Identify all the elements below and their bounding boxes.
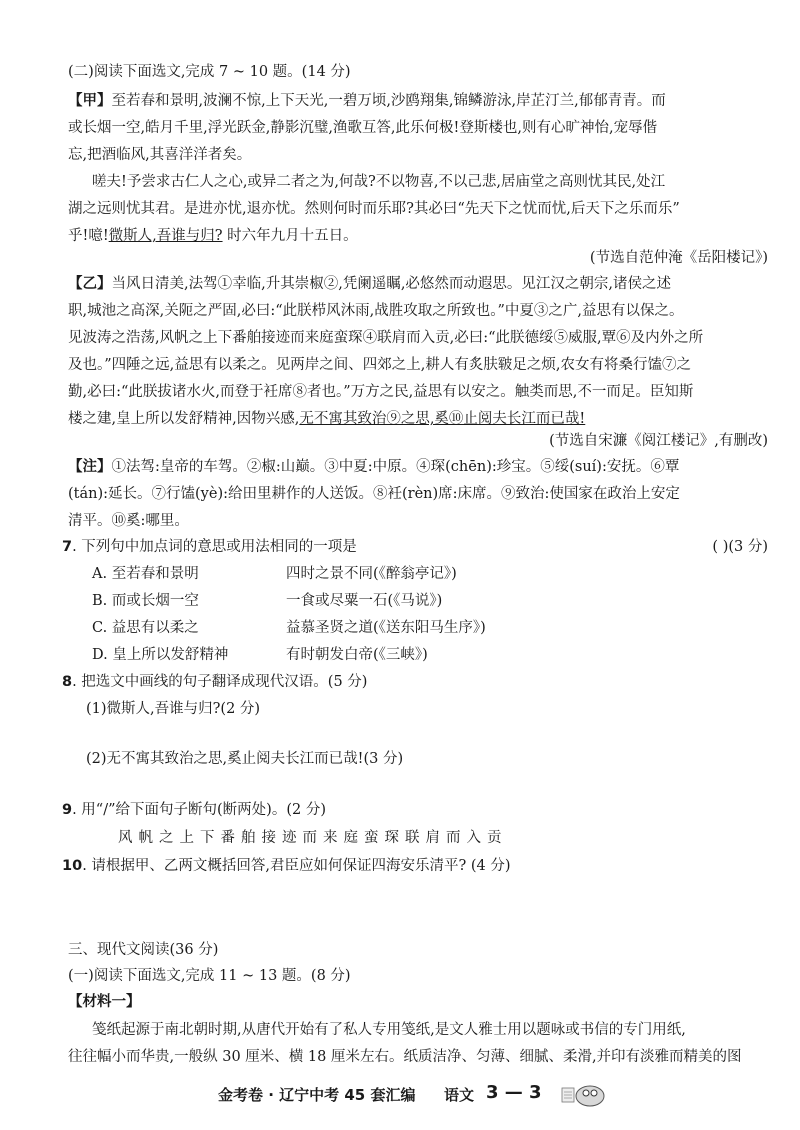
jia-paragraph1-line3: 忘,把酒临风,其喜洋洋者矣。 [68, 147, 252, 163]
question-7 [62, 537, 762, 557]
q9-sentence: 风帆之上下番舶接迹而来庭蛮琛联肩而入贡 [118, 830, 508, 846]
q7-option-c-left: C. 益思有以柔之 [92, 620, 199, 636]
yi-line4: 及也。”四陲之远,益思有以柔之。见两岸之间、四郊之上,耕人有炙肤皲足之烦,农女有将桑行馌⑦之 [68, 357, 691, 373]
section2-header: (二)阅读下面选文,完成 7 ~ 10 题。(14 分) [68, 64, 351, 80]
yi-line6 [68, 409, 768, 429]
footer-title: 金考卷 · 辽宁中考 45 套汇编 [218, 1086, 416, 1104]
jia-paragraph2-line1: 嗟夫!予尝求古仁人之心,或异二者之为,何哉?不以物喜,不以己悲,居庙堂之高则忧其民,处江 [92, 174, 666, 190]
jia-source: (节选自范仲淹《岳阳楼记》) [589, 250, 768, 266]
material1-tag-text: 【材料一】 [68, 994, 141, 1010]
yi-source: (节选自宋濂《阅江楼记》,有删改) [549, 433, 768, 449]
q8-text: . 把选文中画线的句子翻译成现代汉语。(5 分) [72, 674, 368, 690]
material1-line1: 笺纸起源于南北朝时期,从唐代开始有了私人专用笺纸,是文人雅士用以题咏或书信的专门用纸, [92, 1022, 686, 1038]
jia-tag: 【甲】 [68, 93, 112, 109]
jia-paragraph1-line2: 或长烟一空,皓月千里,浮光跃金,静影沉璧,渔歌互答,此乐何极!登斯楼也,则有心旷神怡,宠辱偕 [68, 120, 658, 136]
q7-answer-blank[interactable]: ( )(3 分) [712, 539, 768, 555]
q10-number: 10 [62, 858, 83, 874]
q7-option-a-left: A. 至若春和景明 [92, 566, 199, 582]
yi-line1 [68, 274, 768, 294]
section3-header: 三、现代文阅读(36 分) [68, 942, 219, 958]
page-footer [0, 1080, 800, 1108]
q9-number: 9 [62, 802, 73, 818]
notes-l1-text: ①法驾:皇帝的车驾。②椒:山巅。③中夏:中原。④琛(chēn):珍宝。⑤绥(suí):安抚。⑥覃 [111, 459, 680, 475]
notes-line1 [68, 457, 768, 477]
question-8 [62, 672, 762, 692]
q10-text: . 请根据甲、乙两文概括回答,君臣应如何保证四海安乐清平? (4 分) [82, 858, 511, 874]
q7-option-d-right: 有时朝发白帝(《三峡》) [286, 647, 428, 663]
yi-tag: 【乙】 [68, 276, 112, 292]
q7-option-c-right: 益慕圣贤之道(《送东阳马生序》) [286, 620, 486, 636]
q7-number: 7 [62, 539, 73, 555]
q8-number: 8 [62, 674, 73, 690]
q7-text: . 下列句中加点词的意思或用法相同的一项是 [72, 539, 357, 555]
yi-line2: 职,城池之高深,关阨之严固,必曰:“此朕栉风沐雨,战胜攻取之所致也。”中夏③之广,益思有以保之。 [68, 303, 684, 319]
footer-page-number: 3 — 3 [486, 1082, 542, 1103]
jia-p2-l3-a: 乎!噫! [68, 228, 109, 244]
material1-tag [68, 992, 768, 1012]
question-10 [62, 856, 762, 876]
yi-underlined-sentence: 无不寓其致治⑨之思,奚⑩止阅夫长江而已哉! [299, 411, 586, 427]
jia-paragraph2-line3 [68, 226, 768, 246]
yi-line5: 勤,必曰:“此朕拔诸水火,而登于衽席⑧者也。”万方之民,益思有以安之。触类而思,不一而足。臣知斯 [68, 384, 694, 400]
q7-option-b-right: 一食或尽粟一石(《马说》) [286, 593, 443, 609]
q8-sub2: (2)无不寓其致治之思,奚止阅夫长江而已哉!(3 分) [86, 751, 404, 767]
notes-tag: 【注】 [68, 459, 112, 475]
jia-p2-l3-c: 时六年九月十五日。 [227, 228, 358, 244]
question-9 [62, 800, 762, 820]
yi-l6-a: 楼之建,皇上所以发舒精神,因物兴感, [68, 411, 300, 427]
jia-underlined-sentence: 微斯人,吾谁与归? [108, 228, 223, 244]
material1-line2: 往往幅小而华贵,一般纵 30 厘米、横 18 厘米左右。纸质洁净、匀薄、细腻、柔滑,并印有淡雅而精美的图 [68, 1049, 742, 1065]
jia-p1-l1-text: 至若春和景明,波澜不惊,上下天光,一碧万顷,沙鸥翔集,锦鳞游泳,岸芷汀兰,郁郁青青。而 [111, 93, 666, 109]
yi-l1-text: 当风日清美,法驾①幸临,升其崇椒②,凭阑遥瞩,必悠然而动遐思。见江汉之朝宗,诸侯之述 [111, 276, 672, 292]
footer-subject: 语文 [444, 1086, 475, 1104]
q7-option-b-left: B. 而或长烟一空 [92, 593, 199, 609]
jia-paragraph2-line2: 湖之远则忧其君。是进亦忧,退亦忧。然则何时而乐耶?其必曰“先天下之忧而忧,后天下之乐而乐” [68, 201, 680, 217]
notes-line3: 清平。⑩奚:哪里。 [68, 513, 189, 529]
section3-sub-header: (一)阅读下面选文,完成 11 ~ 13 题。(8 分) [68, 968, 351, 984]
q7-option-a-right: 四时之景不同(《醉翁亭记》) [286, 566, 457, 582]
mascot-logo-icon [560, 1080, 608, 1108]
notes-line2: (tán):延长。⑦行馌(yè):给田里耕作的人送饭。⑧衽(rèn)席:床席。⑨致治:使国家在政治上安定 [68, 486, 680, 502]
q9-text: . 用“/”给下面句子断句(断两处)。(2 分) [72, 802, 326, 818]
q7-option-d-left: D. 皇上所以发舒精神 [92, 647, 229, 663]
yi-line3: 见波涛之浩荡,风帆之上下番舶接迹而来庭蛮琛④联肩而入贡,必曰:“此朕德绥⑤威服,覃⑥及内外之所 [68, 330, 704, 346]
q8-sub1: (1)微斯人,吾谁与归?(2 分) [86, 701, 261, 717]
jia-paragraph1-line1 [68, 91, 768, 111]
